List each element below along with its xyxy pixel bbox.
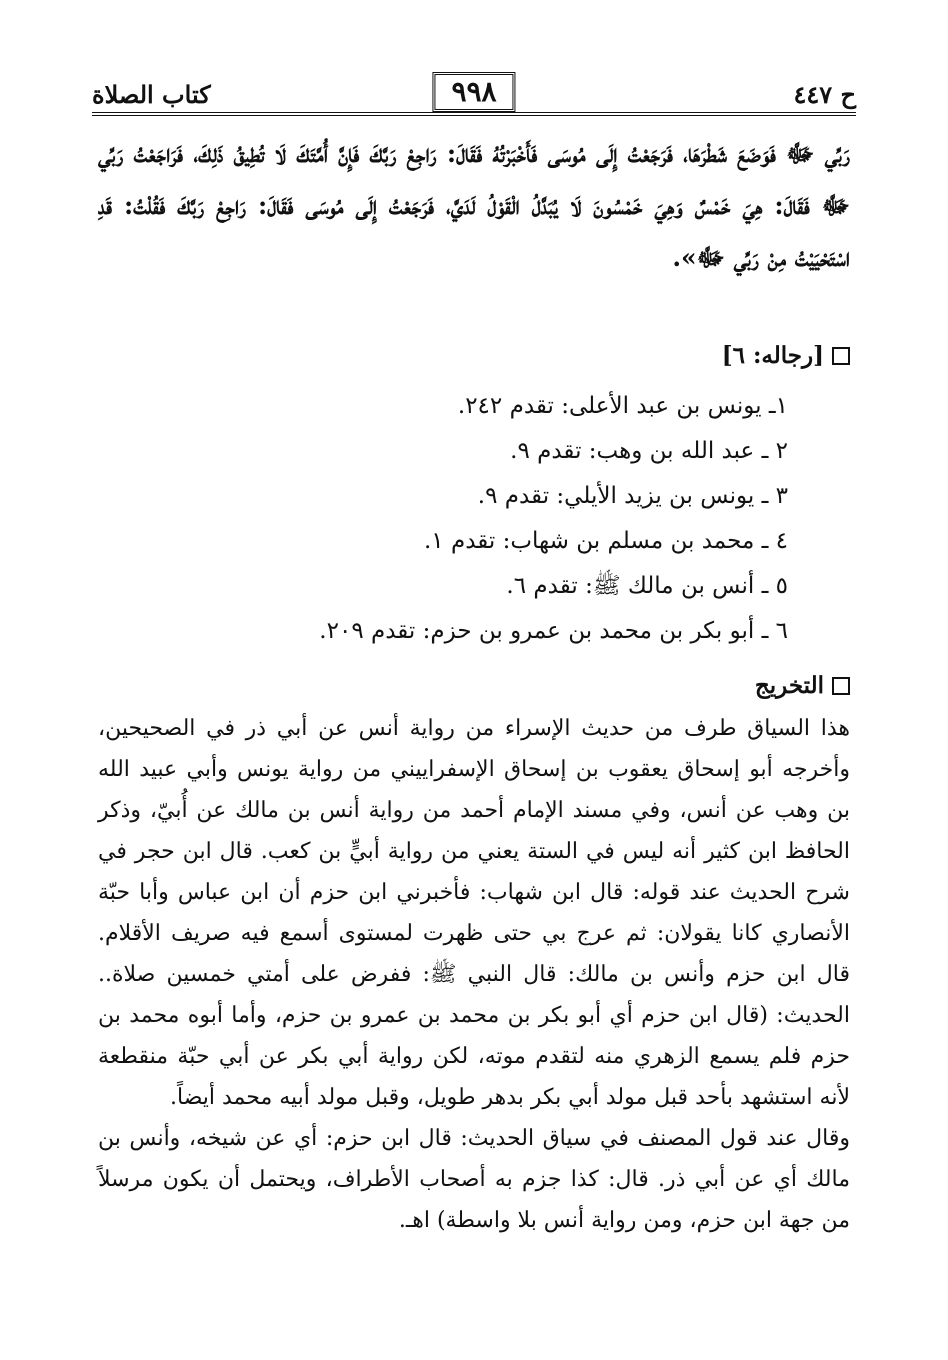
- narrator-item: ٥ ـ أنس بن مالك ﷺ: تقدم ٦.: [506, 573, 788, 599]
- takhrij-heading: [755, 672, 850, 699]
- narrator-item: ٦ ـ أبو بكر بن محمد بن عمرو بن حزم: تقدم ٢٠٩.: [319, 618, 788, 644]
- hadith-text: رَبِّي ﷻ فَوَضَعَ شَطْرَهَا، فَرَجَعْتُ إِلَى مُوسَى فَأَخْبَرْتُهُ فَقَالَ: رَاجِعْ رَبَّكَ فَإِنَّ أُمَّتَكَ لَا تُطِيقُ ذَلِكَ، فَرَاجَعْتُ رَبِّي ﷻ فَقَالَ: هِيَ خَمْسٌ وَهِيَ خَمْسُونَ لَا يُبَدَّلُ الْقَوْلُ لَدَيَّ، فَرَجَعْتُ إِلَى مُوسَى فَقَالَ: رَاجِعْ رَبَّكَ فَقُلْتُ: قَدِ اسْتَحْيَيْتُ مِنْ رَبِّي ﷻ».: [98, 139, 850, 272]
- narrators-heading: [722, 342, 850, 369]
- takhrij-title: التخريج: [754, 672, 824, 699]
- takhrij-paragraph: وقال عند قول المصنف في سياق الحديث: قال ابن حزم: أي عن شيخه، وأنس بن مالك أي عن أبي ذر. قال: كذا جزم به أصحاب الأطراف، ويحتمل أن يكون مرسلاً من جهة ابن حزم، ومن رواية أنس بلا واسطة) اهـ.: [98, 1126, 850, 1233]
- square-bullet-icon: [832, 347, 850, 365]
- takhrij-body: [98, 708, 850, 1241]
- header-rule: [92, 112, 856, 116]
- takhrij-paragraph: هذا السياق طرف من حديث الإسراء من رواية أنس عن أبي ذر في الصحيحين، وأخرجه أبو إسحاق يعقوب بن إسحاق الإسفراييني من رواية يونس وأبي عبيد الله بن وهب عن أنس، وفي مسند الإمام أحمد من رواية أنس بن مالك عن أُبيّ، وذكر الحافظ ابن كثير أنه ليس في الستة يعني من رواية أبيٍّ بن كعب. قال ابن حجر في شرح الحديث عند قوله: قال ابن شهاب: فأخبرني ابن حزم أن ابن عباس وأبا حبّة الأنصاري كانا يقولان: ثم عرج بي حتى ظهرت لمستوى أسمع فيه صريف الأقلام. قال ابن حزم وأنس بن مالك: قال النبي ﷺ: ففرض على أمتي خمسين صلاة.. الحديث: (قال ابن حزم أي أبو بكر بن محمد بن عمرو بن حزم، وأما أبوه محمد بن حزم فلم يسمع الزهري منه لتقدم موته، لكن رواية أبي بكر عن أبي حبّة منقطعة لأنه استشهد بأحد قبل مولد أبي بكر بدهر طويل، وقبل مولد أبيه محمد أيضاً.: [98, 716, 850, 1110]
- page-header: [92, 72, 856, 116]
- hadith-reference: ح ٤٤٧: [793, 80, 856, 109]
- book-title: كتاب الصلاة: [92, 80, 211, 109]
- narrator-item: ٤ ـ محمد بن مسلم بن شهاب: تقدم ١.: [423, 528, 788, 554]
- narrator-item: ٣ ـ يونس بن يزيد الأيلي: تقدم ٩.: [477, 483, 788, 509]
- square-bullet-icon: [832, 677, 850, 695]
- page-number: ٩٩٨: [432, 72, 515, 112]
- narrators-list: [88, 384, 788, 654]
- narrator-item: ١ـ يونس بن عبد الأعلى: تقدم ٢٤٢.: [457, 393, 788, 419]
- narrators-title: [رجاله: ٦]: [721, 342, 824, 369]
- narrator-item: ٢ ـ عبد الله بن وهب: تقدم ٩.: [510, 438, 788, 464]
